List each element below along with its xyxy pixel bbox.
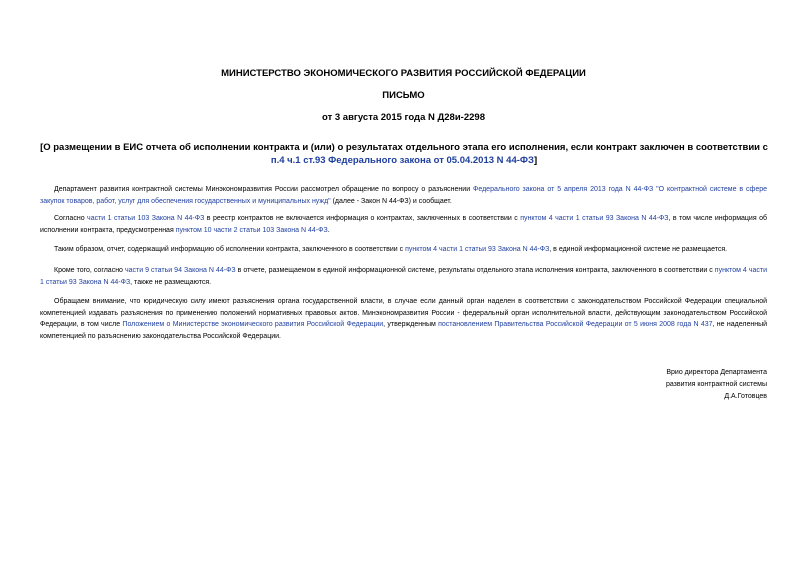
p2-link-3[interactable]: пунктом 10 части 2 статьи 103 Закона N 44-ФЗ xyxy=(175,226,328,234)
p4-link-2[interactable]: пунктом 4 части 1 статьи 93 Закона N 44-ФЗ xyxy=(40,267,767,286)
paragraph-1 xyxy=(40,184,767,207)
p4-text-c: , также не размещаются. xyxy=(130,278,212,286)
p4-text-b: в отчете, размещаемом в единой информационной системе, результаты отдельного этапа исполнения контракта, заключенного в соответствии с xyxy=(235,267,715,274)
paragraph-4 xyxy=(40,265,767,288)
p3-link[interactable]: пунктом 4 части 1 статьи 93 Закона N 44-ФЗ xyxy=(405,246,550,253)
p2-text-b: в реестр контрактов не включается информация о контрактах, заключенных в соответствии с xyxy=(204,215,521,222)
paragraph-3 xyxy=(40,244,767,256)
p2-link-2[interactable]: пунктом 4 части 1 статьи 93 Закона N 44-ФЗ xyxy=(520,215,669,222)
ministry-heading: МИНИСТЕРСТВО ЭКОНОМИЧЕСКОГО РАЗВИТИЯ РОССИЙСКОЙ ФЕДЕРАЦИИ xyxy=(221,68,586,79)
signature-name: Д.А.Готовцев xyxy=(724,393,767,400)
subject-text: [О размещении в ЕИС отчета об исполнении контракта и (или) о результатах отдельного этапа его исполнения, если контракт заключен в соответствии с xyxy=(40,142,768,153)
p5-text-b: , утвержденным xyxy=(383,321,439,328)
p2-link-1[interactable]: части 1 статьи 103 Закона N 44-ФЗ xyxy=(87,215,205,222)
p5-link-2[interactable]: постановлением Правительства Российской Федерации от 5 июня 2008 года N 437 xyxy=(438,321,713,328)
subject-end: ] xyxy=(533,155,538,166)
signature-title: Врио директора Департамента xyxy=(666,369,767,376)
p4-text-a: Кроме того, согласно xyxy=(54,267,125,274)
p1-text-a: Департамент развития контрактной системы Минэкономразвития России рассмотрел обращение по вопросу о разъяснении xyxy=(54,186,474,193)
p5-text-c: , не наделенный компетенцией по разъяснению законодательства Российской Федерации. xyxy=(40,321,768,340)
p2-text-d: . xyxy=(327,226,330,234)
p2-text-a: Согласно xyxy=(54,215,88,222)
p3-text-b: , в единой информационной системе не размещается. xyxy=(549,246,728,253)
p1-text-b: (далее - Закон N 44-ФЗ) и сообщает. xyxy=(330,197,452,205)
p2-text-c: , в том числе информация об исполнении контракта, предусмотренная xyxy=(40,215,767,234)
document-subject xyxy=(40,141,768,167)
paragraph-2 xyxy=(40,213,767,236)
p4-link-1[interactable]: части 9 статьи 94 Закона N 44-ФЗ xyxy=(124,267,236,274)
p5-text-a: Обращаем внимание, что юридическую силу имеют разъяснения органа государственной власти, в случае если данный орган наделен в соответствии с законодательством Российской Федерации специальной компетенцией издавать разъяснения по применению положений нормативных правовых актов. Минэкономразвития России - федеральный орган исполнительной власти, действующим законодательством Российской Федерации, в том числе xyxy=(40,298,767,328)
p5-link-1[interactable]: Положением о Министерстве экономического развития Российской Федерации xyxy=(122,321,384,328)
signature-department: развития контрактной системы xyxy=(665,381,767,388)
subject-law-link[interactable]: п.4 ч.1 ст.93 Федерального закона от 05.04.2013 N 44-ФЗ xyxy=(270,155,534,166)
document-date-number: от 3 августа 2015 года N Д28и-2298 xyxy=(322,112,485,123)
paragraph-5 xyxy=(40,296,767,342)
document-type: ПИСЬМО xyxy=(382,90,425,101)
p1-law-link[interactable]: Федерального закона от 5 апреля 2013 года N 44-ФЗ "О контрактной системе в сфере закупок товаров, работ, услуг для обеспечения государственных и муниципальных нужд" xyxy=(40,186,768,205)
p3-text-a: Таким образом, отчет, содержащий информацию об исполнении контракта, заключенного в соответствии с xyxy=(54,246,406,253)
